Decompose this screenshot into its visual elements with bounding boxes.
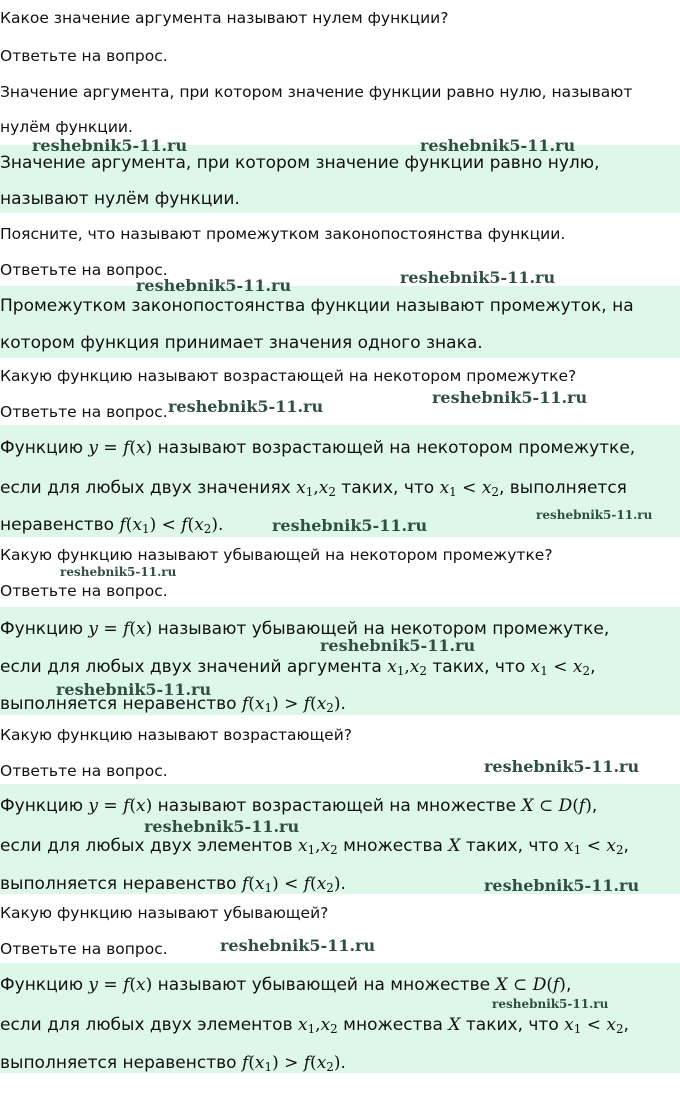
answer-6-line-2: если для любых двух элементов $x_1,x_2$ множества X таких, что $x_1 < x_2$, <box>0 1015 629 1036</box>
watermark: reshebnik5-11.ru <box>432 388 588 407</box>
question-4: Какую функцию называют убывающей на некотором промежутке? <box>0 546 553 564</box>
answer-4-line-3: выполняется неравенство $f(x_1) > f(x_2)$. <box>0 694 346 715</box>
watermark: reshebnik5-11.ru <box>484 757 640 776</box>
prompt-2: Ответьте на вопрос. <box>0 261 168 279</box>
question-5: Какую функцию называют возрастающей? <box>0 726 353 744</box>
answer-2-line-1: Промежутком законопостоянства функции называют промежуток, на <box>0 296 634 316</box>
question-1: Какое значение аргумента называют нулем функции? <box>0 9 449 27</box>
prompt-5: Ответьте на вопрос. <box>0 762 168 780</box>
question-answer-line-1: Значение аргумента, при котором значение функции равно нулю, называют <box>0 83 633 101</box>
question-answer-line-2: нулём функции. <box>0 118 133 136</box>
answer-3-line-2: если для любых двух значениях $x_1,x_2$ таких, что $x_1 < x_2$, выполняется <box>0 478 627 499</box>
prompt-6: Ответьте на вопрос. <box>0 940 168 958</box>
watermark: reshebnik5-11.ru <box>272 516 428 535</box>
answer-1-line-2: называют нулём функции. <box>0 189 240 209</box>
question-6: Какую функцию называют убывающей? <box>0 904 329 922</box>
answer-5-line-1: Функцию y = f(x) называют возрастающей на множестве X ⊂ D(f), <box>0 796 598 816</box>
answer-5-line-2: если для любых двух элементов $x_1,x_2$ множества X таких, что $x_1 < x_2$, <box>0 836 629 857</box>
answer-2-line-2: котором функция принимает значения одного знака. <box>0 333 483 353</box>
watermark: reshebnik5-11.ru <box>536 508 653 522</box>
answer-block-6 <box>0 963 680 1073</box>
watermark: reshebnik5-11.ru <box>220 936 376 955</box>
watermark: reshebnik5-11.ru <box>400 268 556 287</box>
answer-5-line-3: выполняется неравенство $f(x_1) < f(x_2)$. <box>0 874 346 895</box>
watermark: reshebnik5-11.ru <box>144 817 300 836</box>
watermark: reshebnik5-11.ru <box>420 136 576 155</box>
question-3: Какую функцию называют возрастающей на некотором промежутке? <box>0 367 577 385</box>
watermark: reshebnik5-11.ru <box>320 636 476 655</box>
answer-4-line-1: Функцию y = f(x) называют убывающей на некотором промежутке, <box>0 619 610 639</box>
watermark: reshebnik5-11.ru <box>32 136 188 155</box>
answer-3-line-3: неравенство $f(x_1) < f(x_2)$. <box>0 515 224 536</box>
watermark: reshebnik5-11.ru <box>136 276 292 295</box>
watermark: reshebnik5-11.ru <box>56 680 212 699</box>
answer-1-line-1: Значение аргумента, при котором значение функции равно нулю, <box>0 153 600 173</box>
answer-block-2 <box>0 286 680 358</box>
watermark: reshebnik5-11.ru <box>60 565 177 579</box>
answer-6-line-3: выполняется неравенство $f(x_1) > f(x_2)$. <box>0 1053 346 1074</box>
watermark: reshebnik5-11.ru <box>168 397 324 416</box>
answer-3-line-1: Функцию y = f(x) называют возрастающей на некотором промежутке, <box>0 438 636 458</box>
answer-6-line-1: Функцию y = f(x) называют убывающей на множестве X ⊂ D(f), <box>0 975 572 995</box>
prompt-4: Ответьте на вопрос. <box>0 582 168 600</box>
watermark: reshebnik5-11.ru <box>484 876 640 895</box>
answer-block-1 <box>0 145 680 213</box>
question-2: Поясните, что называют промежутком законопостоянства функции. <box>0 225 566 243</box>
prompt-3: Ответьте на вопрос. <box>0 403 168 421</box>
watermark: reshebnik5-11.ru <box>492 997 609 1011</box>
prompt-1: Ответьте на вопрос. <box>0 47 168 65</box>
answer-4-line-2: если для любых двух значений аргумента $x_1,x_2$ таких, что $x_1 < x_2$, <box>0 657 596 678</box>
